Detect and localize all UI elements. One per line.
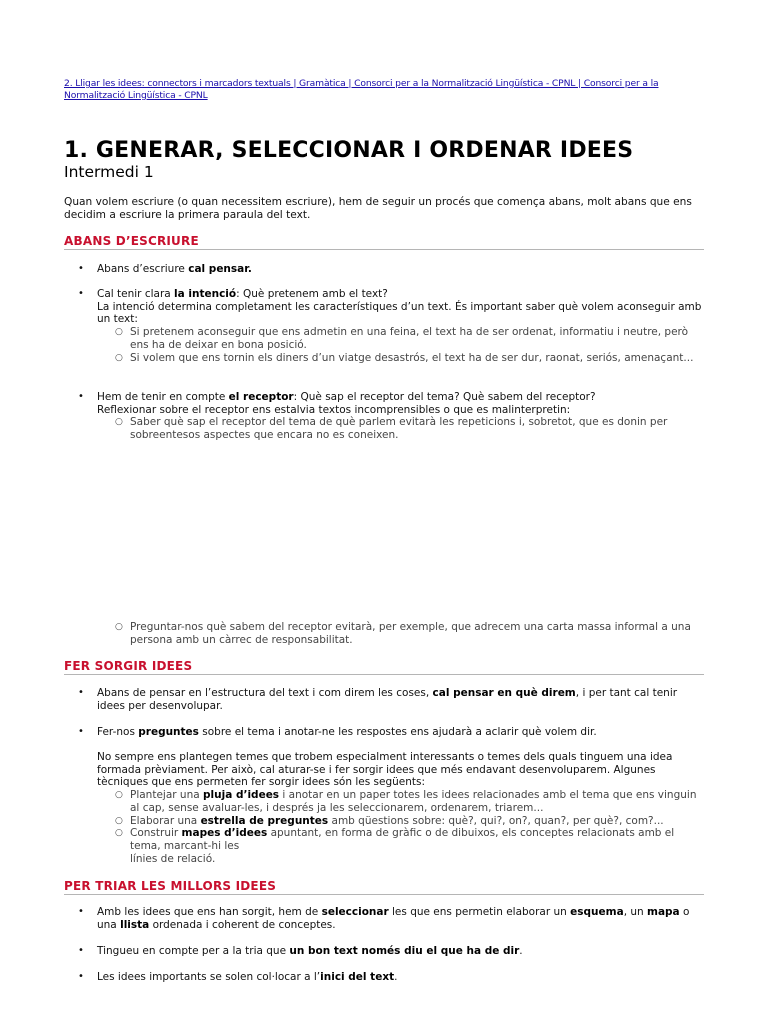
bullet-icon: • — [78, 971, 84, 982]
list-item — [64, 621, 704, 646]
bullet-icon: • — [78, 726, 84, 737]
list-item: • Fer-nos preguntes sobre el tema i anotar-ne les respostes ens ajudarà a aclarir què volem dir. — [78, 726, 597, 738]
list-item: • Tingueu en compte per a la tria que un bon text només diu el que ha de dir. — [78, 945, 523, 957]
circle-bullet-icon: ○ — [115, 327, 123, 338]
page-subtitle: Intermedi 1 — [64, 163, 154, 181]
list-item: • Cal tenir clara la intenció: Què pretenem amb el text? La intenció determina completament les característiques d’un text. És important saber què volem aconseguir amb un text: ○ Si pretenem aconseguir que ens admetin en una feina, el text ha de ser ordenat, informatiu i neutre, però ens ha de deixar en bona posició. ○ Si volem que ens tornin els diners d’un viatge desastrós, el text ha de ser dur, raonat, seriós, amenaçant... — [64, 288, 704, 364]
sub-list-item: ○ Preguntar-nos què sabem del receptor evitarà, per exemple, que adrecem una carta massa informal a una persona amb un càrrec de responsabilitat. — [115, 621, 691, 646]
list-item: • Les idees importants se solen col·locar a l’inici del text. — [78, 971, 398, 983]
circle-bullet-icon: ○ — [115, 417, 123, 428]
sub-list-item: ○ Si volem que ens tornin els diners d’un viatge desastrós, el text ha de ser dur, raonat, seriós, amenaçant... — [115, 351, 694, 364]
list-item: • Hem de tenir en compte el receptor: Què sap el receptor del tema? Què sabem del receptor? Reflexionar sobre el receptor ens estalvia textos incomprensibles o que es malinterpretin: ○ Saber què sap el receptor del tema de què parlem evitarà les repeticions i, sobretot, que es donin per sobreentesos aspectes que encara no es coneixen. — [64, 391, 704, 442]
circle-bullet-icon: ○ — [115, 622, 123, 632]
sub-list-item: ○ Construir mapes d’idees apuntant, en forma de gràfic o de dibuixos, els conceptes relacionats amb el tema, marcant-hi les línies de relació. — [115, 827, 675, 865]
sub-list-item: ○ Plantejar una pluja d’idees i anotar en un paper totes les idees relacionades amb el tema que ens vinguin al cap, sense avaluar-les, i després ja les seleccionarem, ordenarem, triarem... — [115, 789, 697, 814]
list-item: No sempre ens plantegen temes que trobem especialment interessants o temes dels quals tinguem una idea formada prèviament. Per això, cal aturar-se i fer sorgir idees que més endavant desenvoluparem. Algunes tècniques que ens permeten fer sorgir idees són les següents: ○ Plantejar una pluja d’idees i anotar en un paper totes les idees relacionades amb el tema que ens vinguin al cap, sense avaluar-les, i després ja les seleccionarem, ordenarem, triarem... ○ Elaborar una estrella de preguntes amb qüestions sobre: què?, qui?, on?, quan?, per què?, com?... ○ Construir mapes d’idees apuntant, en forma de gràfic o de dibuixos, els conceptes relacionats amb el tema, marcant-hi les línies de relació. — [64, 751, 704, 865]
section-heading-triar: PER TRIAR LES MILLORS IDEES — [64, 879, 704, 895]
list-item: • Amb les idees que ens han sorgit, hem de seleccionar les que ens permetin elaborar un esquema, un mapa o una llista ordenada i coherent de conceptes. — [78, 906, 690, 931]
intro-paragraph: Quan volem escriure (o quan necessitem escriure), hem de seguir un procés que comença abans, molt abans que ens decidim a escriure la primera paraula del text. — [64, 196, 692, 221]
page-title: 1. GENERAR, SELECCIONAR I ORDENAR IDEES — [64, 138, 634, 163]
circle-bullet-icon: ○ — [115, 790, 123, 801]
bullet-icon: • — [78, 945, 84, 956]
list-item: • Abans d’escriure cal pensar. — [78, 263, 252, 275]
bullet-icon: • — [78, 687, 84, 698]
section-heading-abans: ABANS D’ESCRIURE — [64, 234, 704, 250]
list-item: • Abans de pensar en l’estructura del text i com direm les coses, cal pensar en què direm, i per tant cal tenir idees per desenvolupar. — [78, 687, 678, 712]
source-link[interactable]: 2. Lligar les idees: connectors i marcadors textuals | Gramàtica | Consorci per a la Normalització Lingüística - CPNL | Consorci per a la Normalització Lingüística - CPNL — [64, 78, 659, 101]
bullet-icon: • — [78, 906, 84, 917]
bullet-icon: • — [78, 263, 84, 274]
sub-list-item: ○ Saber què sap el receptor del tema de què parlem evitarà les repeticions i, sobretot, que es donin per sobreentesos aspectes que encara no es coneixen. — [115, 416, 668, 442]
circle-bullet-icon: ○ — [115, 352, 123, 363]
bullet-icon: • — [78, 391, 84, 402]
section-heading-fer-sorgir: FER SORGIR IDEES — [64, 659, 704, 675]
circle-bullet-icon: ○ — [115, 828, 123, 839]
sub-list-item: ○ Si pretenem aconseguir que ens admetin en una feina, el text ha de ser ordenat, informatiu i neutre, però ens ha de deixar en bona posició. — [115, 326, 689, 351]
bullet-icon: • — [78, 288, 84, 299]
sub-list-item: ○ Elaborar una estrella de preguntes amb qüestions sobre: què?, qui?, on?, quan?, per què?, com?... — [115, 814, 664, 827]
circle-bullet-icon: ○ — [115, 815, 123, 826]
